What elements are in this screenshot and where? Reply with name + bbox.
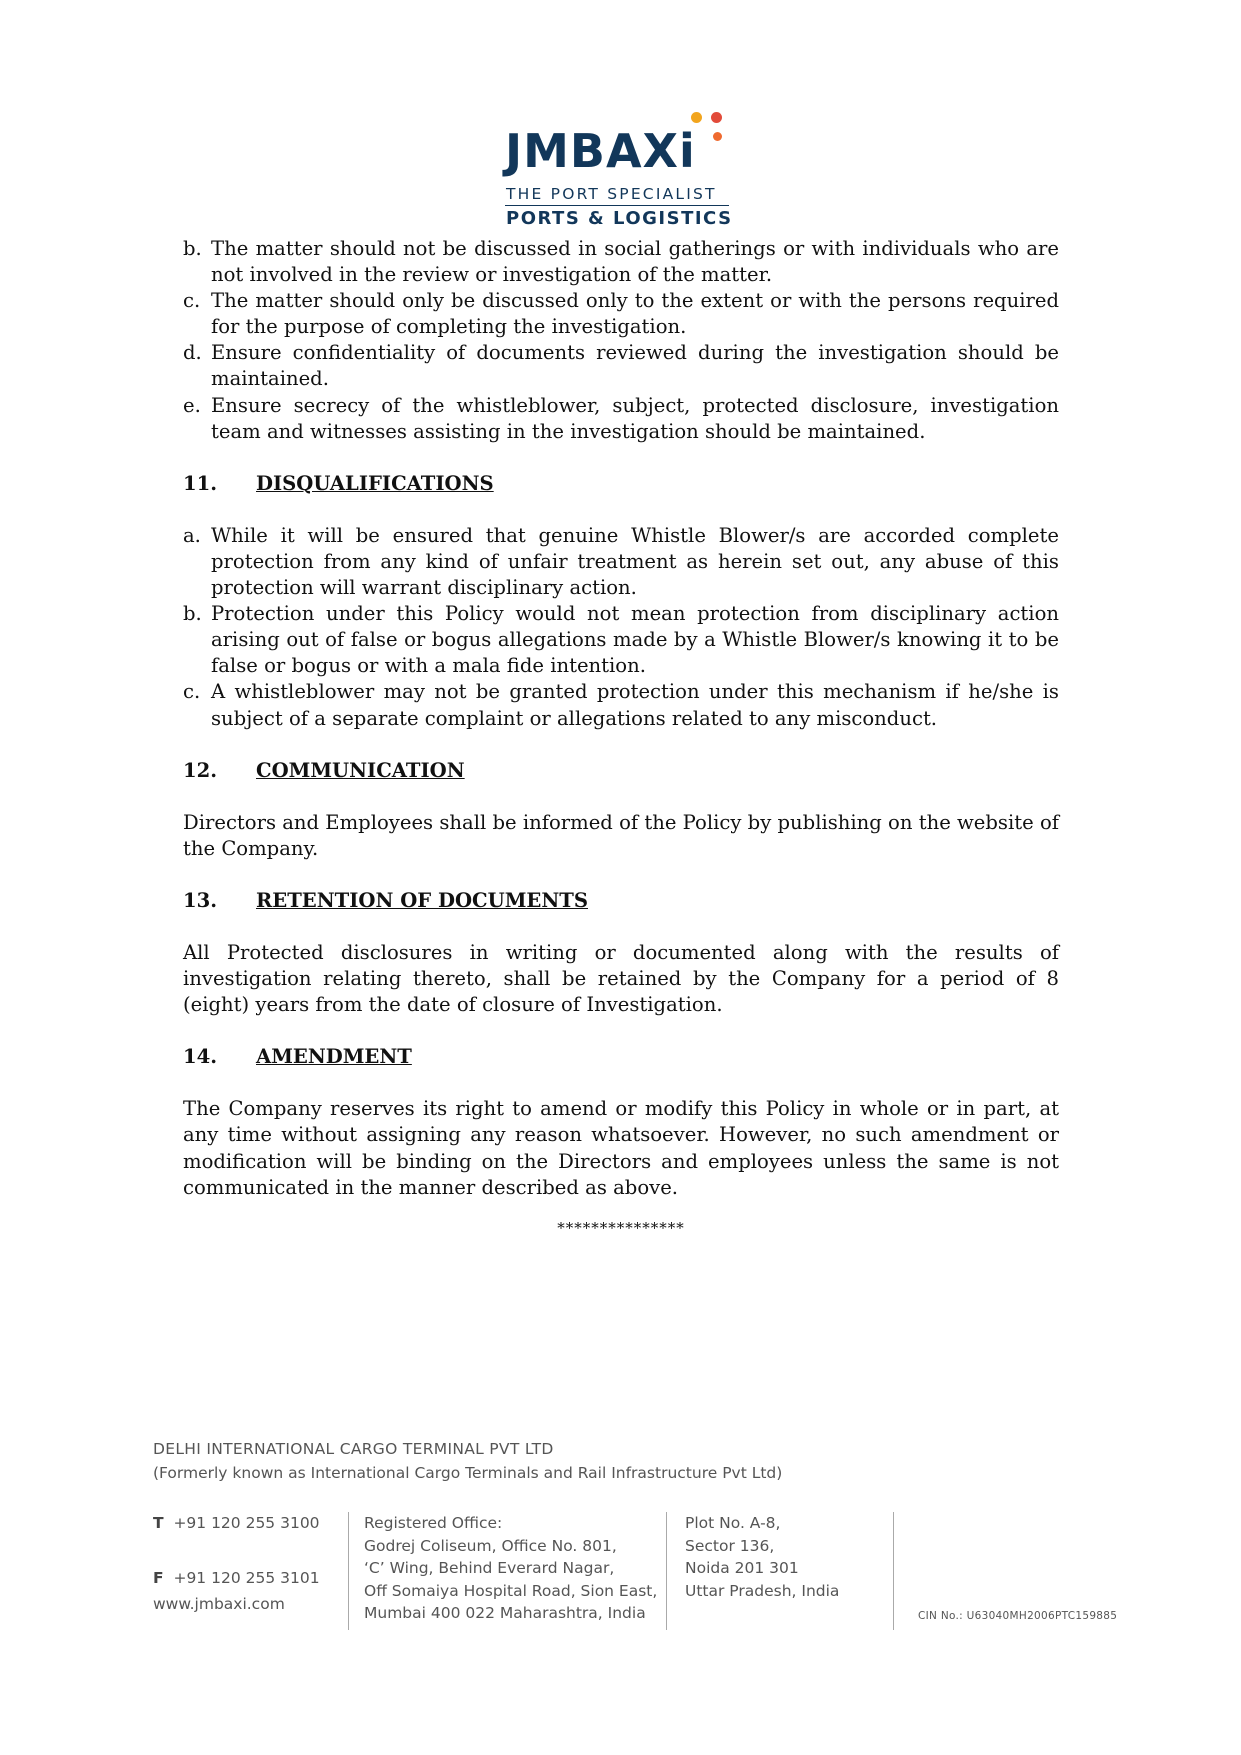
footer-website[interactable]: www.jmbaxi.com xyxy=(153,1595,285,1614)
list-item-text: The matter should not be discussed in social gatherings or with individuals who are not involved in the review or investigation of the matter. xyxy=(211,237,1059,287)
list-item-text: Ensure secrecy of the whistleblower, subject, protected disclosure, investigation team and witnesses assisting in the investigation should be maintained. xyxy=(211,393,1059,443)
logo-divider xyxy=(505,205,729,206)
list-marker: c. xyxy=(183,289,201,313)
list-item xyxy=(183,601,1059,679)
footer-divider xyxy=(893,1512,894,1630)
section-heading-amendment xyxy=(183,1044,1059,1070)
list-item-text: Ensure confidentiality of documents reviewed during the investigation should be maintained. xyxy=(211,341,1059,391)
list-item-text: While it will be ensured that genuine Whistle Blower/s are accorded complete protection from any kind of unfair treatment as herein set out, any abuse of this protection will warrant disciplinary action. xyxy=(211,523,1059,600)
section-paragraph: The Company reserves its right to amend or modify this Policy in whole or in part, at any time without assigning any reason whatsoever. However, no such amendment or modification will be binding on the Directors and employees unless the same is not communicated in the manner described as above. xyxy=(183,1097,1059,1199)
address-line: Plot No. A-8, xyxy=(685,1514,781,1532)
phone-number: +91 120 255 3100 xyxy=(173,1514,320,1532)
footer-company-name: DELHI INTERNATIONAL CARGO TERMINAL PVT LTD xyxy=(153,1440,554,1458)
logo-tagline: THE PORT SPECIALIST xyxy=(506,185,717,203)
section-paragraph: Directors and Employees shall be informed of the Policy by publishing on the website of the Company. xyxy=(183,810,1059,860)
address-line: Uttar Pradesh, India xyxy=(685,1581,840,1600)
list-item xyxy=(183,236,1059,288)
section-title: COMMUNICATION xyxy=(256,758,465,782)
footer-formerly-known: (Formerly known as International Cargo Terminals and Rail Infrastructure Pvt Ltd) xyxy=(153,1464,783,1482)
footer-divider xyxy=(348,1512,349,1630)
footer-divider xyxy=(666,1512,667,1630)
logo-wordmark: JMBAXi xyxy=(505,124,696,178)
list-item-text: A whistleblower may not be granted protection under this mechanism if he/she is subject of a separate complaint or allegations related to any misconduct. xyxy=(211,680,1059,730)
section-heading-disqualifications xyxy=(183,471,1059,497)
list-item xyxy=(183,288,1059,340)
address-line: ‘C’ Wing, Behind Everard Nagar, xyxy=(364,1559,615,1578)
end-of-document-marker: *************** xyxy=(557,1218,685,1237)
footer-registered-office xyxy=(364,1512,657,1625)
address-line: Mumbai 400 022 Maharashtra, India xyxy=(364,1604,646,1623)
policy-body xyxy=(183,236,1059,1241)
list-item xyxy=(183,523,1059,601)
section-number: 14. xyxy=(183,1045,218,1069)
section-number: 13. xyxy=(183,888,218,912)
fax-number: +91 120 255 3101 xyxy=(173,1568,320,1587)
company-logo xyxy=(505,108,735,233)
list-marker: d. xyxy=(183,341,202,365)
list-item xyxy=(183,340,1059,392)
list-item xyxy=(183,679,1059,731)
logo-dot-yellow xyxy=(691,112,702,123)
logo-subtitle: PORTS & LOGISTICS xyxy=(506,208,733,229)
address-line: Sector 136, xyxy=(685,1536,775,1555)
list-item-text: Protection under this Policy would not mean protection from disciplinary action arising out of false or bogus allegations made by a Whistle Blower/s knowing it to be false or bogus or with a mala fide intention. xyxy=(211,602,1059,678)
list-marker: b. xyxy=(183,237,202,260)
section-title: DISQUALIFICATIONS xyxy=(256,471,494,495)
section-heading-communication xyxy=(183,758,1059,784)
logo-dot-red xyxy=(711,112,722,123)
section-number: 11. xyxy=(183,471,218,495)
list-item xyxy=(183,393,1059,445)
footer-phone-line xyxy=(153,1512,323,1535)
section-title: RETENTION OF DOCUMENTS xyxy=(256,888,588,912)
footer-fax-line xyxy=(153,1567,323,1590)
address-line: Noida 201 301 xyxy=(685,1559,799,1578)
list-marker: b. xyxy=(183,602,202,626)
section-heading-retention xyxy=(183,888,1059,914)
section-paragraph: All Protected disclosures in writing or documented along with the results of investigation relating thereto, shall be retained by the Company for a period of 8 (eight) years from the date of closure of Investigation. xyxy=(183,940,1059,1017)
footer-contact xyxy=(153,1512,323,1616)
fax-label: F xyxy=(153,1568,164,1587)
registered-office-label: Registered Office: xyxy=(364,1514,503,1532)
phone-label: T xyxy=(153,1514,164,1532)
section-number: 12. xyxy=(183,758,218,782)
list-marker: a. xyxy=(183,523,201,547)
list-marker: c. xyxy=(183,680,201,704)
address-line: Godrej Coliseum, Office No. 801, xyxy=(364,1536,617,1555)
address-line: Off Somaiya Hospital Road, Sion East, xyxy=(364,1581,658,1600)
logo-dot-orange xyxy=(713,132,722,141)
section-title: AMENDMENT xyxy=(256,1045,412,1069)
footer-site-address xyxy=(685,1512,839,1602)
footer-cin-number: CIN No.: U63040MH2006PTC159885 xyxy=(918,1610,1118,1622)
list-marker: e. xyxy=(183,393,201,417)
list-item-text: The matter should only be discussed only to the extent or with the persons required for the purpose of completing the investigation. xyxy=(211,289,1059,339)
